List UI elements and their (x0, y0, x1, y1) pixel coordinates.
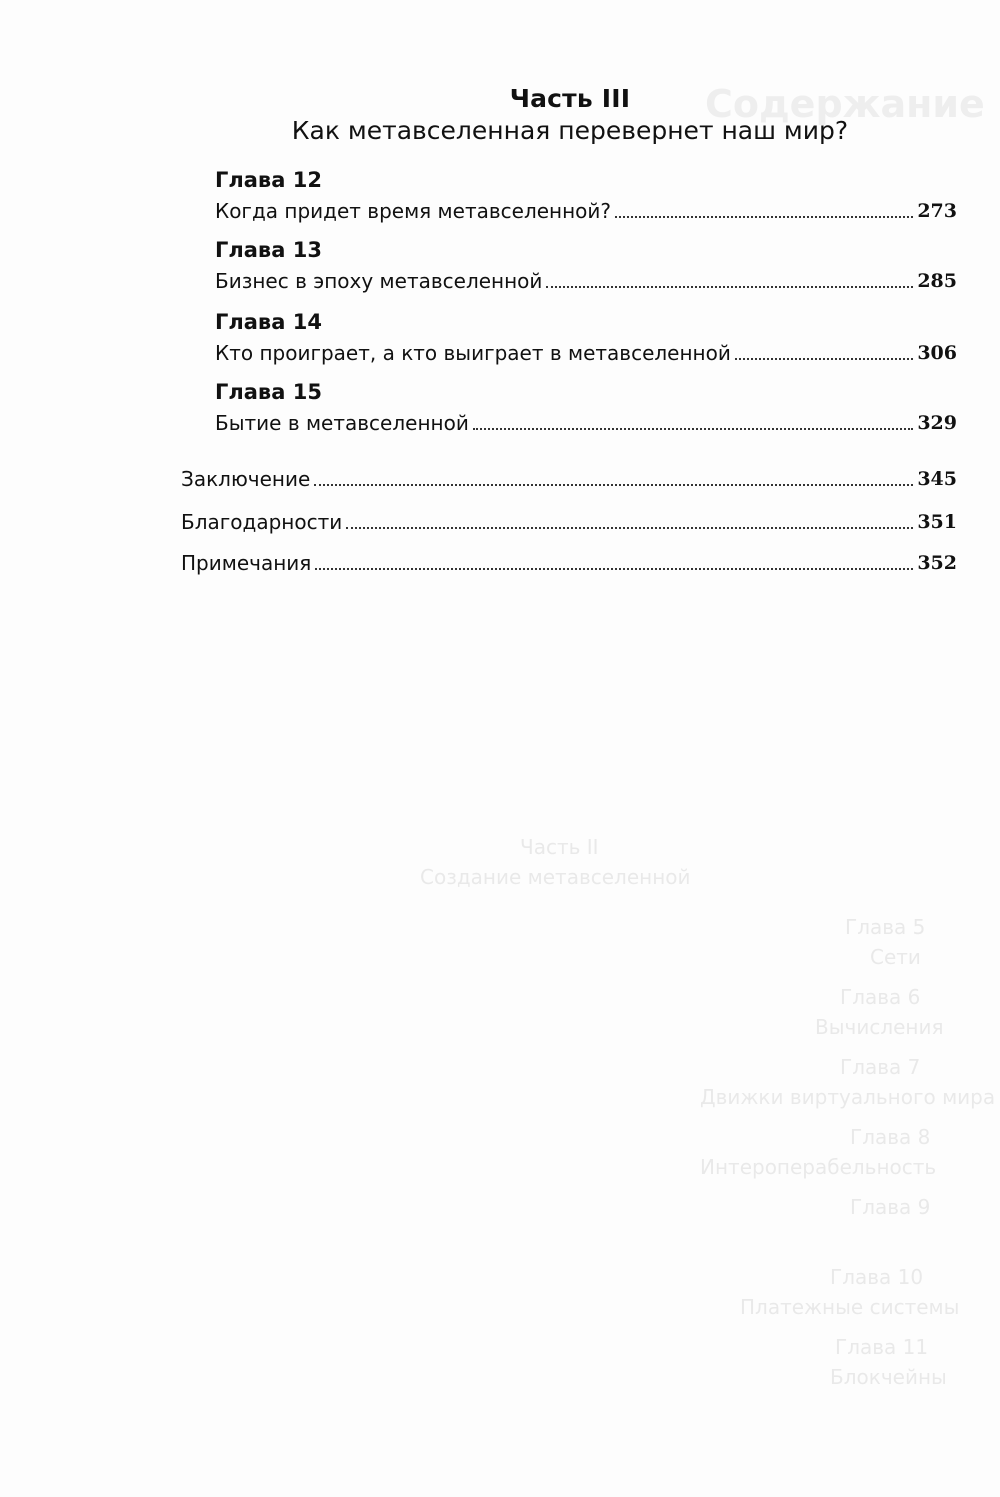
ghost-line: Сети (870, 945, 921, 969)
toc-entry-chapter-13[interactable] (215, 266, 957, 294)
toc-page-number: 329 (917, 412, 957, 434)
chapter-label: Глава 14 (215, 310, 322, 334)
toc-page-number: 285 (917, 270, 957, 292)
dot-leader (546, 285, 913, 288)
ghost-line: Платежные системы (740, 1295, 960, 1319)
toc-entry-title: Благодарности (181, 510, 343, 534)
ghost-line: Глава 8 (850, 1125, 931, 1149)
ghost-line: Глава 6 (840, 985, 921, 1009)
toc-entry-notes[interactable] (181, 548, 957, 576)
toc-entry-chapter-14[interactable] (215, 338, 957, 366)
part-title: Часть III (509, 84, 631, 113)
ghost-line: Движки виртуального мира (700, 1085, 996, 1109)
toc-page-number: 345 (917, 468, 957, 490)
toc-entry-title: Примечания (181, 551, 312, 575)
toc-entry-acknowledgements[interactable] (181, 507, 957, 535)
dot-leader (473, 427, 914, 430)
ghost-line: Вычисления (815, 1015, 944, 1039)
ghost-part2-subtitle: Создание метавселенной (420, 865, 691, 889)
dot-leader (314, 483, 913, 486)
dot-leader (735, 357, 913, 360)
ghost-line: Глава 5 (845, 915, 926, 939)
toc-page-number: 306 (917, 342, 957, 364)
dot-leader (315, 567, 913, 570)
ghost-part2-title: Часть II (520, 835, 599, 859)
toc-entry-title: Когда придет время метавселенной? (215, 199, 612, 223)
toc-page-number: 273 (917, 200, 957, 222)
ghost-line: Интероперабельность (700, 1155, 937, 1179)
ghost-heading: Содержание (705, 82, 985, 126)
ghost-line: Глава 9 (850, 1195, 931, 1219)
toc-entry-conclusion[interactable] (181, 464, 957, 492)
toc-entry-title: Заключение (181, 467, 311, 491)
ghost-line: Глава 10 (830, 1265, 924, 1289)
toc-page-number: 351 (917, 511, 957, 533)
dot-leader (346, 526, 913, 529)
part-subtitle: Как метавселенная перевернет наш мир? (291, 116, 849, 145)
toc-entry-title: Бытие в метавселенной (215, 411, 469, 435)
toc-entry-title: Бизнес в эпоху метавселенной (215, 269, 543, 293)
ghost-line: Глава 11 (835, 1335, 929, 1359)
toc-page-number: 352 (917, 552, 957, 574)
chapter-label: Глава 15 (215, 380, 322, 404)
toc-entry-chapter-12[interactable] (215, 196, 957, 224)
toc-entry-title: Кто проиграет, а кто выиграет в метавселенной (215, 341, 731, 365)
ghost-line: Блокчейны (830, 1365, 947, 1389)
chapter-label: Глава 12 (215, 168, 322, 192)
ghost-line: Глава 7 (840, 1055, 921, 1079)
chapter-label: Глава 13 (215, 238, 322, 262)
dot-leader (615, 215, 913, 218)
toc-entry-chapter-15[interactable] (215, 408, 957, 436)
